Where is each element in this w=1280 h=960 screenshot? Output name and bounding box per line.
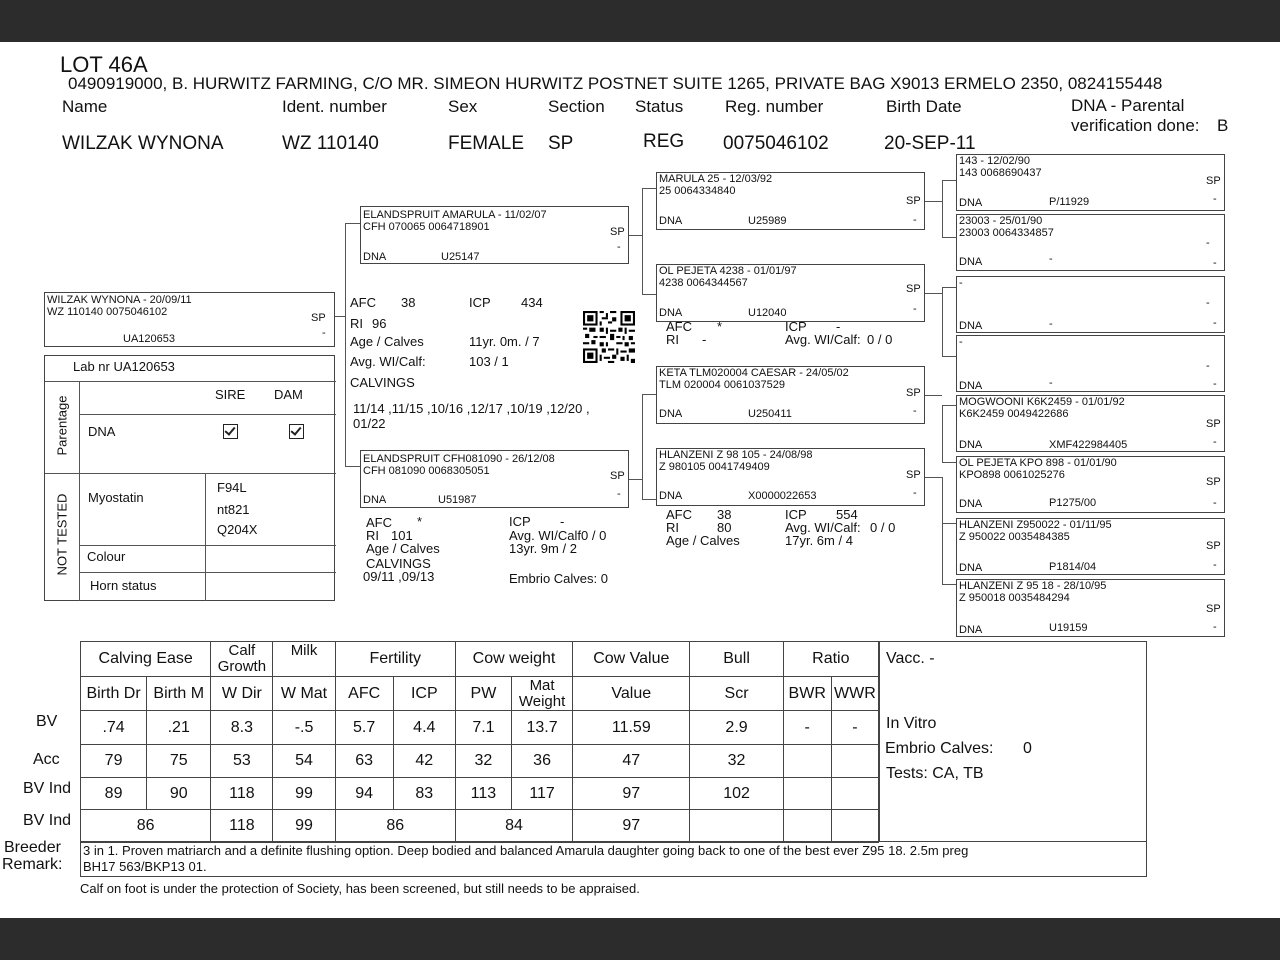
subject-lab: UA120653 xyxy=(123,333,175,345)
col-wwr: WWR xyxy=(831,677,878,711)
acc-cell: 54 xyxy=(273,745,335,778)
dam-dna-label: DNA xyxy=(363,494,387,506)
great-grandparent-box xyxy=(956,518,1225,575)
gp2-ri-label: RI xyxy=(666,332,679,347)
group-calf-growth: Calf Growth xyxy=(211,642,273,677)
subject-line1: WILZAK WYNONA - 20/09/11 xyxy=(47,294,192,306)
ggp-sp: SP xyxy=(1206,540,1221,552)
gp-line1: KETA TLM020004 CAESAR - 24/05/02 xyxy=(659,367,849,379)
bv-cell: -.5 xyxy=(273,711,335,745)
ind-cell: 89 xyxy=(81,778,147,810)
parentage-label: Parentage xyxy=(54,395,70,456)
col-birth-dr: Birth Dr xyxy=(81,677,147,711)
dam-sp: SP xyxy=(610,470,625,482)
ggp-line2: Z 950022 0035484385 xyxy=(959,531,1070,543)
ggp-dna-label: DNA xyxy=(959,562,983,574)
dam-afc: * xyxy=(417,514,423,529)
ggp-dash: - xyxy=(1213,257,1217,269)
ind2-cell: 86 xyxy=(81,810,211,843)
great-grandparent-box xyxy=(956,154,1225,211)
subject-box xyxy=(44,292,335,347)
bv-cell: 11.59 xyxy=(573,711,690,745)
sire-calvings-label: CALVINGS xyxy=(350,375,415,390)
animal-ident: WZ 110140 xyxy=(282,133,379,154)
gp4-icp: 554 xyxy=(836,507,858,522)
footer-note: Calf on foot is under the protection of Society, has been screened, but still needs to be appraised. xyxy=(80,881,640,896)
ind-cell xyxy=(783,778,831,810)
acc-cell: 63 xyxy=(335,745,393,778)
gp4-wi: 0 / 0 xyxy=(870,520,896,535)
col-w-dir: W Dir xyxy=(211,677,273,711)
ggp-dna-label: DNA xyxy=(959,498,983,510)
group-cow-weight: Cow weight xyxy=(455,642,572,677)
dam-afc-label: AFC xyxy=(366,515,392,530)
remark-label-2: Remark: xyxy=(2,856,63,873)
sire-afc-label: AFC xyxy=(350,295,376,310)
ggp-dna-label: DNA xyxy=(959,624,983,636)
sire-calvings: 11/14 ,11/15 ,10/16 ,12/17 ,10/19 ,12/20 , xyxy=(353,401,590,416)
sire-icp: 434 xyxy=(521,295,543,310)
group-bull: Bull xyxy=(690,642,783,677)
lab-nr: Lab nr UA120653 xyxy=(73,359,175,374)
bv-cell: .74 xyxy=(81,711,147,745)
gp-dna-id: U250411 xyxy=(748,408,792,420)
sire-dash: - xyxy=(617,241,621,253)
remark-box xyxy=(80,841,1147,877)
acc-cell: 36 xyxy=(512,745,573,778)
group-milk: Milk xyxy=(273,642,335,677)
grandparent-box xyxy=(656,448,925,506)
lot-number: LOT 46A xyxy=(60,52,148,77)
lab-sire: SIRE xyxy=(215,387,246,402)
ggp-dash: - xyxy=(1206,297,1210,309)
dam-icp-label: ICP xyxy=(509,514,531,529)
row-label-acc: Acc xyxy=(33,751,60,768)
remark-label-1: Breeder xyxy=(4,839,61,856)
ggp-dna-label: DNA xyxy=(959,320,983,332)
ggp-dna-id: - xyxy=(1049,377,1053,389)
acc-cell: 53 xyxy=(211,745,273,778)
ggp-dash: - xyxy=(1213,621,1217,633)
qr-code-icon xyxy=(583,311,635,363)
ggp-line2: Z 950018 0035484294 xyxy=(959,592,1070,604)
dam-embrio: Embrio Calves: 0 xyxy=(509,571,608,586)
col-pw: PW xyxy=(455,677,511,711)
sire-line1: ELANDSPRUIT AMARULA - 11/02/07 xyxy=(363,209,547,221)
gp2-wi: 0 / 0 xyxy=(867,332,893,347)
gp-dna-label: DNA xyxy=(659,307,683,319)
great-grandparent-box xyxy=(956,214,1225,271)
gp-line1: HLANZENI Z 98 105 - 24/08/98 xyxy=(659,449,813,461)
ind2-cell: 84 xyxy=(455,810,572,843)
group-calving-ease: Calving Ease xyxy=(81,642,211,677)
header-dna-2: verification done: xyxy=(1071,116,1200,135)
bv-cell: .21 xyxy=(147,711,211,745)
gp-line2: 4238 0064344567 xyxy=(659,277,748,289)
ind-cell: 83 xyxy=(393,778,455,810)
ind-cell: 97 xyxy=(573,778,690,810)
dam-ri: 101 xyxy=(391,528,413,543)
myo-val-1: F94L xyxy=(217,480,247,495)
great-grandparent-box xyxy=(956,276,1225,333)
col-value: Value xyxy=(573,677,690,711)
ggp-dna-label: DNA xyxy=(959,380,983,392)
ind2-cell: 86 xyxy=(335,810,455,843)
ggp-line2: 23003 0064334857 xyxy=(959,227,1054,239)
sire-box xyxy=(360,206,629,264)
grandparent-box xyxy=(656,366,925,424)
gp2-afc: * xyxy=(717,319,723,334)
lab-dna: DNA xyxy=(88,424,116,439)
gp-dna-id: X0000022653 xyxy=(748,490,817,502)
seller-line: 0490919000, B. HURWITZ FARMING, C/O MR. SIMEON HURWITZ POSTNET SUITE 1265, PRIVATE BAG X9013 ERMELO 2350, 0824155448 xyxy=(68,74,1163,93)
ind-cell xyxy=(831,778,878,810)
dam-dash: - xyxy=(617,488,621,500)
dam-dna-id: U51987 xyxy=(438,494,477,506)
ggp-line1: - xyxy=(959,277,963,289)
ind2-cell: 99 xyxy=(273,810,335,843)
ggp-dna-label: DNA xyxy=(959,256,983,268)
gp-line2: TLM 020004 0061037529 xyxy=(659,379,785,391)
great-grandparent-box xyxy=(956,579,1225,637)
ggp-line2: K6K2459 0049422686 xyxy=(959,408,1069,420)
group-fertility: Fertility xyxy=(335,642,455,677)
ggp-dash: - xyxy=(1213,497,1217,509)
ggp-dash: - xyxy=(1206,237,1210,249)
side-panel xyxy=(879,641,1147,842)
dam-line1: ELANDSPRUIT CFH081090 - 26/12/08 xyxy=(363,453,555,465)
sire-line2: CFH 070065 0064718901 xyxy=(363,221,490,233)
ggp-line1: HLANZENI Z950022 - 01/11/95 xyxy=(959,519,1112,531)
ind-cell: 94 xyxy=(335,778,393,810)
lab-colour: Colour xyxy=(87,549,126,564)
sire-ri: 96 xyxy=(372,316,387,331)
gp4-afc: 38 xyxy=(717,507,732,522)
ggp-dash: - xyxy=(1213,436,1217,448)
ggp-line2: KPO898 0061025276 xyxy=(959,469,1065,481)
gp2-ri: - xyxy=(702,332,707,347)
ggp-dash: - xyxy=(1206,360,1210,372)
header-reg: Reg. number xyxy=(725,97,824,116)
gp-dna-id: U25989 xyxy=(748,215,787,227)
bv-cell: 4.4 xyxy=(393,711,455,745)
top-bar xyxy=(0,0,1280,42)
ggp-dna-id: P/11929 xyxy=(1049,196,1090,208)
great-grandparent-box xyxy=(956,395,1225,452)
gp-line1: OL PEJETA 4238 - 01/01/97 xyxy=(659,265,797,277)
ggp-line1: - xyxy=(959,336,963,348)
acc-cell: 79 xyxy=(81,745,147,778)
ggp-dna-id: P1814/04 xyxy=(1049,561,1097,573)
dam-age: 13yr. 9m / 2 xyxy=(509,541,577,556)
grandparent-box xyxy=(656,264,925,322)
embrio-label: Embrio Calves: xyxy=(885,740,994,757)
gp-dash: - xyxy=(913,487,917,499)
animal-birth: 20-SEP-11 xyxy=(884,133,976,154)
ggp-line1: OL PEJETA KPO 898 - 01/01/90 xyxy=(959,457,1117,469)
subject-dash: - xyxy=(322,327,326,339)
subject-sp: SP xyxy=(311,312,326,324)
col-scr: Scr xyxy=(690,677,783,711)
header-status: Status xyxy=(635,97,684,116)
col-icp: ICP xyxy=(393,677,455,711)
bv-cell: 2.9 xyxy=(690,711,783,745)
acc-cell: 42 xyxy=(393,745,455,778)
dam-ri-label: RI xyxy=(366,528,379,543)
ind2-cell: 97 xyxy=(573,810,690,843)
acc-cell: 47 xyxy=(573,745,690,778)
dam-icp: - xyxy=(560,514,565,529)
sire-ri-label: RI xyxy=(350,316,363,331)
great-grandparent-box xyxy=(956,335,1225,392)
gp4-age: 17yr. 6m / 4 xyxy=(785,533,853,548)
bv-cell: - xyxy=(783,711,831,745)
animal-status: REG xyxy=(643,131,685,152)
tests: Tests: CA, TB xyxy=(886,765,984,782)
gp-line2: Z 980105 0041749409 xyxy=(659,461,770,473)
col-bwr: BWR xyxy=(783,677,831,711)
ggp-dna-label: DNA xyxy=(959,197,983,209)
sire-dna-label: DNA xyxy=(363,251,387,263)
gp4-ri-label: RI xyxy=(666,520,679,535)
ind-cell: 99 xyxy=(273,778,335,810)
gp4-wi-label: Avg. WI/Calf: xyxy=(785,520,861,535)
gp-dash: - xyxy=(913,405,917,417)
gp-dna-label: DNA xyxy=(659,215,683,227)
col-w-mat: W Mat xyxy=(273,677,335,711)
animal-reg: 0075046102 xyxy=(723,133,829,154)
ggp-sp: SP xyxy=(1206,418,1221,430)
ind-cell: 90 xyxy=(147,778,211,810)
header-name: Name xyxy=(62,97,108,116)
ggp-line1: 23003 - 25/01/90 xyxy=(959,215,1043,227)
dam-line2: CFH 081090 0068305051 xyxy=(363,465,490,477)
lab-myostatin: Myostatin xyxy=(88,490,144,505)
great-grandparent-box xyxy=(956,456,1225,513)
header-dna-1: DNA - Parental xyxy=(1071,96,1185,115)
row-label-bv: BV xyxy=(36,713,58,730)
myo-val-3: Q204X xyxy=(217,522,258,537)
acc-cell xyxy=(831,745,878,778)
acc-cell: 75 xyxy=(147,745,211,778)
gp-dash: - xyxy=(913,214,917,226)
gp-sp: SP xyxy=(906,387,921,399)
animal-section: SP xyxy=(548,133,574,154)
col-birth-m: Birth M xyxy=(147,677,211,711)
bv-cell: - xyxy=(831,711,878,745)
dam-calvings: 09/11 ,09/13 xyxy=(363,569,435,584)
header-birth: Birth Date xyxy=(886,97,962,116)
ggp-sp: SP xyxy=(1206,603,1221,615)
lab-dam: DAM xyxy=(274,387,303,402)
in-vitro: In Vitro xyxy=(886,715,937,732)
sire-dna-id: U25147 xyxy=(441,251,480,263)
lab-panel xyxy=(44,355,335,601)
ggp-sp: SP xyxy=(1206,175,1221,187)
lab-horn: Horn status xyxy=(90,578,157,593)
ind2-cell: 118 xyxy=(211,810,273,843)
sire-icp-label: ICP xyxy=(469,295,491,310)
gp2-afc-label: AFC xyxy=(666,319,692,334)
ind-cell: 117 xyxy=(512,778,573,810)
ggp-dna-id: U19159 xyxy=(1049,622,1088,634)
subject-line2: WZ 110140 0075046102 xyxy=(47,306,168,318)
sire-age: 11yr. 0m. / 7 xyxy=(469,334,540,349)
acc-cell xyxy=(783,745,831,778)
ind-cell: 113 xyxy=(455,778,511,810)
lot-page xyxy=(0,42,1280,918)
ggp-line2: 143 0068690437 xyxy=(959,167,1042,179)
gp-dna-label: DNA xyxy=(659,490,683,502)
bv-table xyxy=(80,641,879,843)
ggp-dash: - xyxy=(1213,378,1217,390)
group-ratio: Ratio xyxy=(783,642,878,677)
gp4-icp-label: ICP xyxy=(785,507,807,522)
ggp-dash: - xyxy=(1213,193,1217,205)
col-afc: AFC xyxy=(335,677,393,711)
gp4-age-label: Age / Calves xyxy=(666,533,740,548)
bv-cell: 13.7 xyxy=(512,711,573,745)
grandparent-box xyxy=(656,172,925,230)
animal-name: WILZAK WYNONA xyxy=(62,133,224,154)
ggp-dash: - xyxy=(1213,317,1217,329)
bottom-bar xyxy=(0,918,1280,960)
gp2-icp-label: ICP xyxy=(785,319,807,334)
sire-age-label: Age / Calves xyxy=(350,334,424,349)
gp-sp: SP xyxy=(906,195,921,207)
remark-text: 3 in 1. Proven matriarch and a definite flushing option. Deep bodied and balanced Amarula daughter going back to one of the best ever Z95 18. 2.5m preg xyxy=(83,843,969,858)
sire-calvings-2: 01/22 xyxy=(353,416,386,431)
gp-line2: 25 0064334840 xyxy=(659,185,736,197)
ggp-dash: - xyxy=(1213,559,1217,571)
ggp-line1: MOGWOONI K6K2459 - 01/01/92 xyxy=(959,396,1125,408)
gp-sp: SP xyxy=(906,469,921,481)
sire-dna-checkbox xyxy=(223,424,238,439)
ggp-dna-id: - xyxy=(1049,318,1053,330)
acc-cell: 32 xyxy=(455,745,511,778)
gp4-ri: 80 xyxy=(717,520,732,535)
gp2-icp: - xyxy=(836,319,841,334)
dam-wi: Avg. WI/Calf0 / 0 xyxy=(509,528,607,543)
ind-cell: 118 xyxy=(211,778,273,810)
gp-line1: MARULA 25 - 12/03/92 xyxy=(659,173,773,185)
ggp-line1: 143 - 12/02/90 xyxy=(959,155,1030,167)
gp-dna-label: DNA xyxy=(659,408,683,420)
ggp-dna-id: - xyxy=(1049,253,1053,265)
gp2-wi-label: Avg. WI/Calf: xyxy=(785,332,861,347)
col-mat-weight: Mat Weight xyxy=(512,677,573,711)
row-label-bv-ind: BV Ind xyxy=(23,780,72,797)
gp-dna-id: U12040 xyxy=(748,307,787,319)
ggp-sp: SP xyxy=(1206,476,1221,488)
gp-dash: - xyxy=(913,303,917,315)
sire-sp: SP xyxy=(610,226,625,238)
dam-calvings-label: CALVINGS xyxy=(366,556,431,571)
ind-cell: 102 xyxy=(690,778,783,810)
remark-text-2: BH17 563/BKP13 01. xyxy=(83,859,207,874)
sire-afc: 38 xyxy=(401,295,416,310)
ggp-dna-id: XMF422984405 xyxy=(1049,439,1128,451)
dam-dna-checkbox xyxy=(289,424,304,439)
gp-sp: SP xyxy=(906,283,921,295)
animal-sex: FEMALE xyxy=(448,133,525,154)
dam-age-label: Age / Calves xyxy=(366,541,440,556)
header-section: Section xyxy=(548,97,605,116)
acc-cell: 32 xyxy=(690,745,783,778)
ggp-dna-id: P1275/00 xyxy=(1049,497,1097,509)
header-sex: Sex xyxy=(448,97,478,116)
dam-box xyxy=(360,450,629,508)
group-cow-value: Cow Value xyxy=(573,642,690,677)
not-tested-label: NOT TESTED xyxy=(54,493,70,576)
bv-cell: 8.3 xyxy=(211,711,273,745)
sire-wi: 103 / 1 xyxy=(469,354,509,369)
ggp-dna-label: DNA xyxy=(959,439,983,451)
row-label-bv-ind-2: BV Ind xyxy=(23,812,72,829)
bv-cell: 7.1 xyxy=(455,711,511,745)
myo-val-2: nt821 xyxy=(217,502,250,517)
bv-cell: 5.7 xyxy=(335,711,393,745)
vacc: Vacc. - xyxy=(886,650,935,667)
ggp-line1: HLANZENI Z 95 18 - 28/10/95 xyxy=(959,580,1107,592)
embrio-value: 0 xyxy=(1023,740,1032,757)
sire-wi-label: Avg. WI/Calf: xyxy=(350,354,426,369)
dna-verification: B xyxy=(1217,116,1229,135)
gp4-afc-label: AFC xyxy=(666,507,692,522)
header-ident: Ident. number xyxy=(282,97,387,116)
